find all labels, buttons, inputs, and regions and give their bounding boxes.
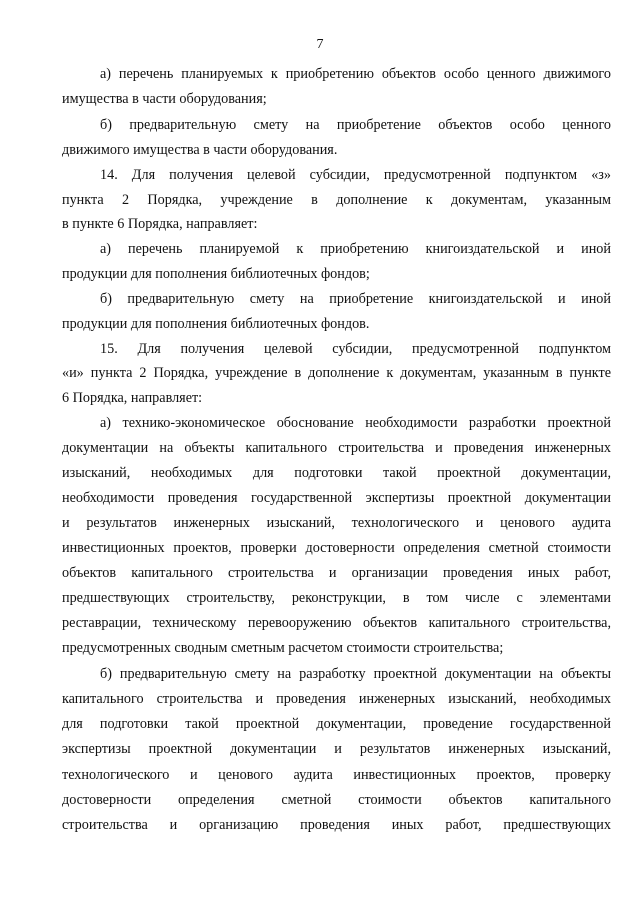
text-line: б) предварительную смету на разработку проектной документации на объекты <box>100 666 611 682</box>
text-line: б) предварительную смету на приобретение объектов особо ценного <box>100 117 611 133</box>
text-line: а) технико-экономическое обоснование необходимости разработки проектной <box>100 415 611 431</box>
text-line: а) перечень планируемых к приобретению объектов особо ценного движимого <box>100 66 611 82</box>
page-number: 7 <box>316 37 324 52</box>
text-line: технологического и ценового аудита инвестиционных проектов, проверку <box>62 767 611 783</box>
text-line: б) предварительную смету на приобретение книгоиздательской и иной <box>100 291 611 307</box>
text-line: 6 Порядка, направляет: <box>62 390 203 406</box>
text-line: экспертизы проектной документации и результатов инженерных изысканий, <box>62 741 611 757</box>
text-line: движимого имущества в части оборудования. <box>62 142 338 158</box>
text-line: для подготовки такой проектной документации, проведение государственной <box>62 716 611 732</box>
text-line: и результатов инженерных изысканий, технологического и ценового аудита <box>62 515 611 531</box>
text-line: в пункте 6 Порядка, направляет: <box>62 216 258 232</box>
text-line: изысканий, необходимых для подготовки такой проектной документации, <box>62 465 611 481</box>
text-line: документации на объекты капитального строительства и проведения инженерных <box>62 440 611 456</box>
text-line: необходимости проведения государственной экспертизы проектной документации <box>62 490 611 506</box>
text-line: инвестиционных проектов, проверки достоверности определения сметной стоимости <box>62 540 611 556</box>
text-line: достоверности определения сметной стоимости объектов капитального <box>62 792 611 808</box>
text-line: объектов капитального строительства и организации проведения иных работ, <box>62 565 611 581</box>
text-line: имущества в части оборудования; <box>62 91 267 107</box>
text-line: 14. Для получения целевой субсидии, предусмотренной подпунктом «з» <box>100 167 611 183</box>
text-line: предшествующих строительству, реконструкции, в том числе с элементами <box>62 590 611 606</box>
text-line: продукции для пополнения библиотечных фондов; <box>62 266 370 282</box>
text-line: 15. Для получения целевой субсидии, предусмотренной подпунктом <box>100 341 611 357</box>
text-line: строительства и организацию проведения иных работ, предшествующих <box>62 817 611 833</box>
text-line: продукции для пополнения библиотечных фондов. <box>62 316 370 332</box>
text-line: «и» пункта 2 Порядка, учреждение в дополнение к документам, указанным в пункте <box>62 365 611 381</box>
text-line: предусмотренных сводным сметным расчетом стоимости строительства; <box>62 640 504 656</box>
text-line: капитального строительства и проведения инженерных изысканий, необходимых <box>62 691 611 707</box>
text-line: пункта 2 Порядка, учреждение в дополнение к документам, указанным <box>62 192 611 208</box>
text-line: а) перечень планируемой к приобретению книгоиздательской и иной <box>100 241 611 257</box>
text-line: реставрации, техническому перевооружению объектов капитального строительства, <box>62 615 611 631</box>
